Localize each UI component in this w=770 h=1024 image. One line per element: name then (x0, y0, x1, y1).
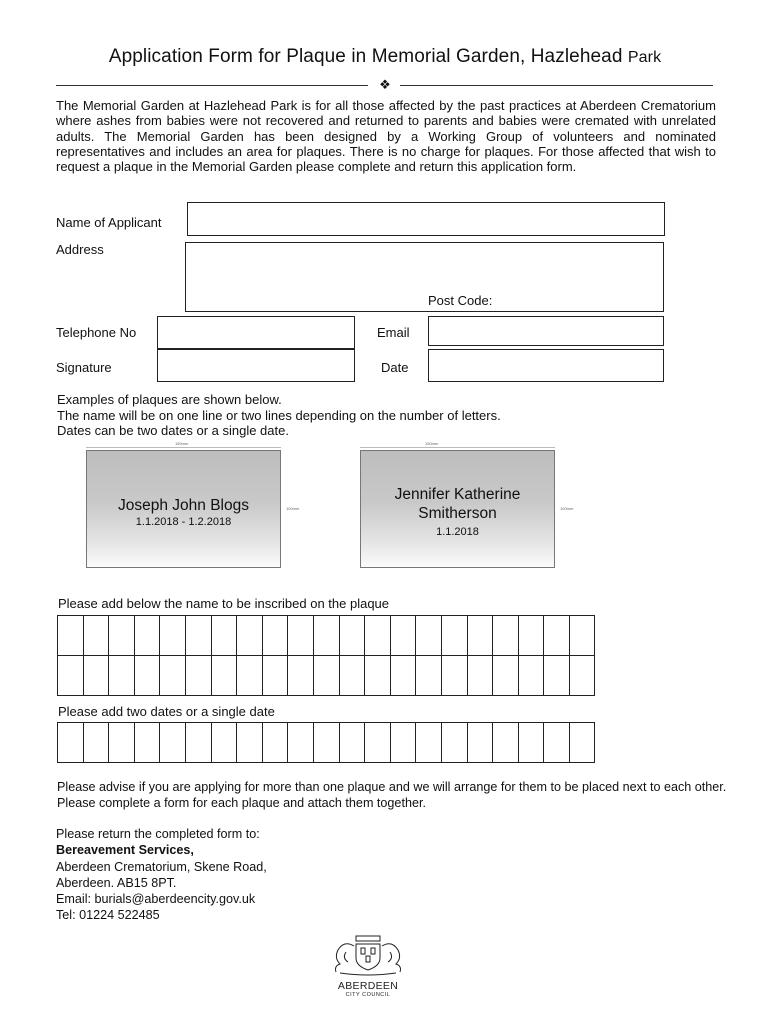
date-grid-cell[interactable] (339, 723, 365, 763)
name-label: Name of Applicant (56, 215, 162, 230)
title-main: Application Form for Plaque in Memorial Garden, Hazlehead (108, 46, 623, 67)
name-grid-cell[interactable] (262, 656, 288, 696)
date-grid-cell[interactable] (518, 723, 544, 763)
name-grid-cell[interactable] (288, 616, 314, 656)
date-grid-label: Please add two dates or a single date (58, 704, 275, 719)
name-grid-cell[interactable] (518, 616, 544, 656)
plaque-1-width-line (86, 447, 281, 448)
intro-paragraph: The Memorial Garden at Hazlehead Park is for all those affected by the past practices at Aberdeen Crematorium where ashes from babies were not recovered and returned to parents and babies were cremated with unrelated adults. The Memorial Garden has been designed by a Working Group of volunteers and nominated representatives and includes an area for plaques. There is no charge for plaques. For those affected that wish to request a plaque in the Memorial Garden please complete and return this application form. (56, 98, 716, 175)
date-grid-cell[interactable] (288, 723, 314, 763)
name-grid-cell[interactable] (493, 656, 519, 696)
email-field[interactable] (428, 316, 664, 346)
date-grid-cell[interactable] (185, 723, 211, 763)
date-grid-cell[interactable] (390, 723, 416, 763)
date-grid-cell[interactable] (416, 723, 442, 763)
name-grid-cell[interactable] (160, 616, 186, 656)
name-grid-cell[interactable] (339, 656, 365, 696)
title-divider-left (56, 85, 368, 86)
plaque-2-dates: 1.1.2018 (436, 526, 479, 538)
return-email[interactable]: Email: burials@aberdeencity.gov.uk (56, 892, 256, 907)
date-grid-cell[interactable] (134, 723, 160, 763)
plaque-2-name-line-1: Jennifer Katherine (394, 486, 521, 503)
logo-sub: CITY COUNCIL (345, 992, 391, 998)
signature-label: Signature (56, 360, 112, 375)
signature-field[interactable] (157, 349, 355, 382)
applicant-name-field[interactable] (187, 202, 665, 236)
date-grid-cell[interactable] (493, 723, 519, 763)
date-grid-cell[interactable] (237, 723, 263, 763)
aberdeen-logo (330, 932, 406, 999)
date-label: Date (381, 360, 409, 375)
title-divider-right (400, 85, 713, 86)
date-grid-cell[interactable] (441, 723, 467, 763)
date-grid-cell[interactable] (58, 723, 84, 763)
address-field[interactable] (185, 242, 664, 312)
name-grid-cell[interactable] (416, 616, 442, 656)
name-grid-cell[interactable] (313, 656, 339, 696)
plaque-1-height-note: 100mm (286, 506, 300, 511)
name-grid-cell[interactable] (83, 656, 109, 696)
return-address-1: Aberdeen Crematorium, Skene Road, (56, 859, 267, 874)
name-grid-cell[interactable] (467, 656, 493, 696)
name-grid-cell[interactable] (211, 616, 237, 656)
name-grid-cell[interactable] (83, 616, 109, 656)
return-address-2: Aberdeen. AB15 8PT. (56, 875, 177, 890)
ornament-icon: ❖ (379, 77, 391, 92)
name-grid-cell[interactable] (467, 616, 493, 656)
name-grid-cell[interactable] (569, 616, 595, 656)
name-grid-cell[interactable] (544, 656, 570, 696)
name-grid-cell[interactable] (493, 616, 519, 656)
name-grid-cell[interactable] (313, 616, 339, 656)
name-grid-cell[interactable] (569, 656, 595, 696)
name-grid-cell[interactable] (58, 616, 84, 656)
name-grid-cell[interactable] (544, 616, 570, 656)
name-grid-cell[interactable] (237, 656, 263, 696)
telephone-label: Telephone No (56, 325, 137, 340)
telephone-field[interactable] (157, 316, 355, 349)
return-address-block (56, 826, 267, 924)
name-grid-row (58, 616, 595, 656)
name-grid-cell[interactable] (262, 616, 288, 656)
name-grid-cell[interactable] (441, 656, 467, 696)
name-grid-cell[interactable] (134, 616, 160, 656)
name-grid-cell[interactable] (109, 616, 135, 656)
page-title (0, 46, 770, 68)
name-grid-cell[interactable] (109, 656, 135, 696)
email-label: Email (377, 325, 410, 340)
return-tel: Tel: 01224 522485 (56, 908, 160, 923)
plaque-1-dates: 1.1.2018 - 1.2.2018 (135, 516, 232, 528)
name-grid-cell[interactable] (185, 656, 211, 696)
plaque-1-width-note: 150mm (175, 441, 189, 446)
logo-name: ABERDEEN (337, 980, 399, 992)
name-grid-cell[interactable] (390, 656, 416, 696)
date-grid-row (58, 723, 595, 763)
name-grid-cell[interactable] (211, 656, 237, 696)
date-grid-cell[interactable] (569, 723, 595, 763)
name-inscription-grid (57, 615, 595, 696)
date-grid-cell[interactable] (262, 723, 288, 763)
date-grid-cell[interactable] (160, 723, 186, 763)
advise-paragraph: Please advise if you are applying for more than one plaque and we will arrange for them to be placed next to each other. Please complete a form for each plaque and attach them together. (57, 780, 727, 810)
return-org: Bereavement Services, (56, 843, 194, 858)
name-grid-cell[interactable] (237, 616, 263, 656)
address-label: Address (56, 242, 104, 257)
name-grid-cell[interactable] (416, 656, 442, 696)
return-intro: Please return the completed form to: (56, 827, 260, 841)
date-grid-cell[interactable] (467, 723, 493, 763)
examples-line-3: Dates can be two dates or a single date. (57, 423, 289, 438)
date-inscription-grid (57, 722, 595, 763)
title-suffix: Park (627, 49, 662, 66)
date-grid-cell[interactable] (365, 723, 391, 763)
name-grid-cell[interactable] (58, 656, 84, 696)
date-grid-cell[interactable] (109, 723, 135, 763)
date-field[interactable] (428, 349, 664, 382)
examples-line-2: The name will be on one line or two lines depending on the number of letters. (57, 407, 501, 423)
name-grid-label: Please add below the name to be inscribed on the plaque (58, 596, 390, 611)
name-grid-row (58, 656, 595, 696)
plaque-2-height-note: 100mm (560, 506, 574, 511)
plaque-1-name: Joseph John Blogs (118, 497, 249, 514)
name-grid-cell[interactable] (365, 616, 391, 656)
name-grid-cell[interactable] (160, 656, 186, 696)
date-grid-cell[interactable] (211, 723, 237, 763)
name-grid-cell[interactable] (185, 616, 211, 656)
plaque-2-width-note: 150mm (425, 441, 439, 446)
date-grid-cell[interactable] (83, 723, 109, 763)
plaque-2-name-line-2: Smitherson (418, 505, 497, 522)
name-grid-cell[interactable] (134, 656, 160, 696)
postcode-label: Post Code: (428, 293, 493, 308)
examples-text (57, 392, 501, 439)
date-grid-cell[interactable] (313, 723, 339, 763)
name-grid-cell[interactable] (288, 656, 314, 696)
name-grid-cell[interactable] (339, 616, 365, 656)
plaque-example-2 (360, 450, 555, 568)
plaque-2-width-line (360, 447, 555, 448)
name-grid-cell[interactable] (365, 656, 391, 696)
name-grid-cell[interactable] (441, 616, 467, 656)
plaque-example-1 (86, 450, 281, 568)
coat-of-arms-icon (330, 932, 406, 976)
date-grid-cell[interactable] (544, 723, 570, 763)
examples-line-1: Examples of plaques are shown below. (57, 392, 282, 407)
name-grid-cell[interactable] (518, 656, 544, 696)
name-grid-cell[interactable] (390, 616, 416, 656)
